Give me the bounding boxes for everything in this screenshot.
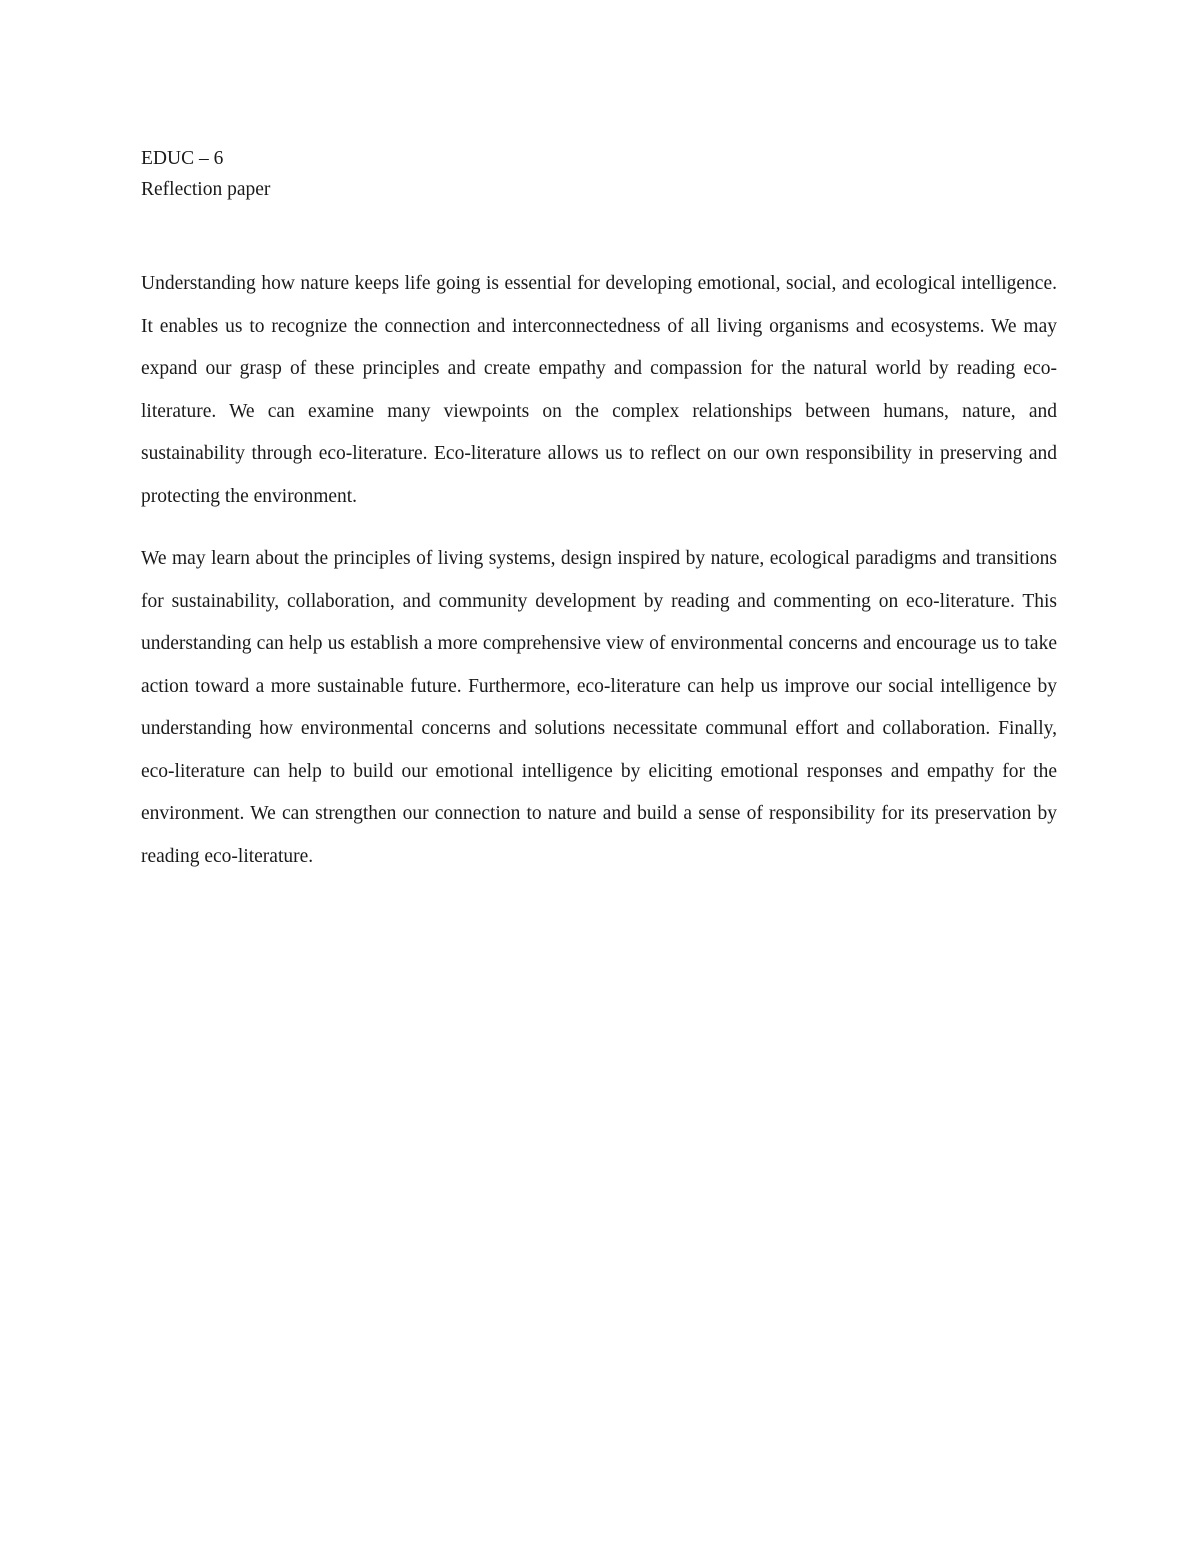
document-type: Reflection paper xyxy=(141,179,271,200)
document-header xyxy=(141,143,1041,205)
paragraph-1: Understanding how nature keeps life going is essential for developing emotional, social, and ecological intelligence. It enables us to recognize the connection and interconnectedness of all living organisms and ecosystems. We may expand our grasp of these principles and create empathy and compassion for the natural world by reading eco-literature. We can examine many viewpoints on the complex relationships between humans, nature, and sustainability through eco-literature. Eco-literature allows us to reflect on our own responsibility in preserving and protecting the environment. xyxy=(141,273,1057,507)
document-body xyxy=(141,263,1057,898)
paragraph-2: We may learn about the principles of living systems, design inspired by nature, ecological paradigms and transitions for sustainability, collaboration, and community development by reading and commenting on eco-literature. This understanding can help us establish a more comprehensive view of environmental concerns and encourage us to take action toward a more sustainable future. Furthermore, eco-literature can help us improve our social intelligence by understanding how environmental concerns and solutions necessitate communal effort and collaboration. Finally, eco-literature can help to build our emotional intelligence by eliciting emotional responses and empathy for the environment. We can strengthen our connection to nature and build a sense of responsibility for its preservation by reading eco-literature. xyxy=(141,548,1057,867)
course-code: EDUC – 6 xyxy=(141,148,224,169)
